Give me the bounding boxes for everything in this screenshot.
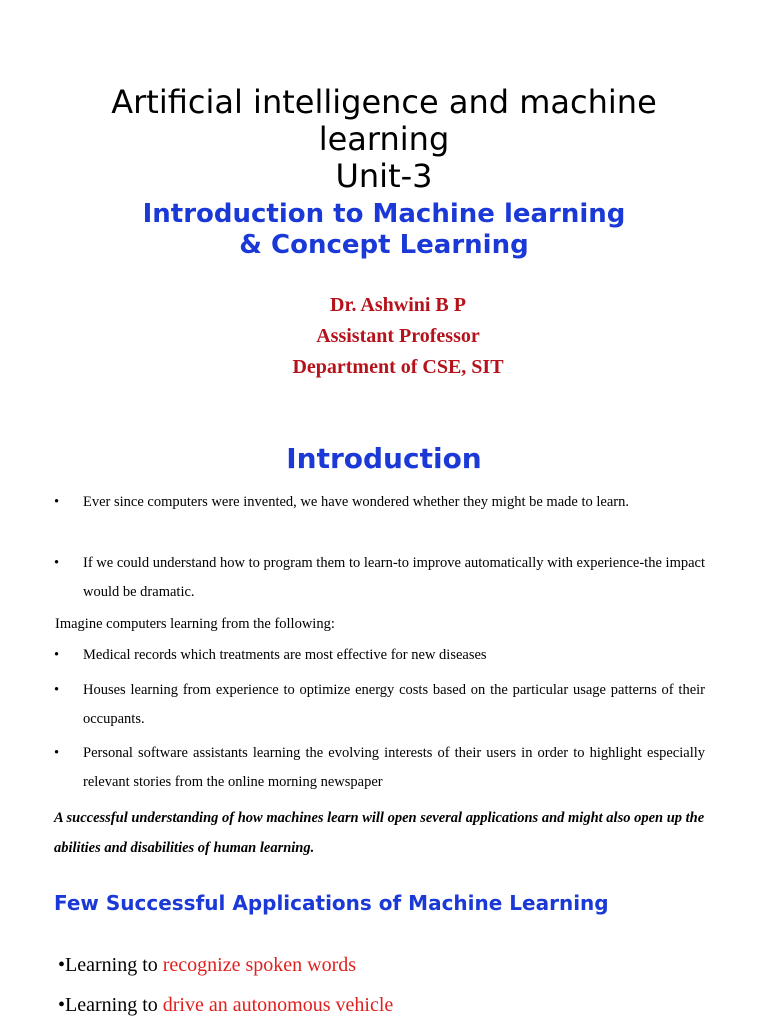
author-position: Assistant Professor [316, 325, 480, 347]
author-name: Dr. Ashwini B P [330, 294, 466, 316]
page-subtitle [0, 199, 768, 261]
application-prefix: Learning to [65, 994, 163, 1016]
bullet-text: Medical records which treatments are most effective for new diseases [83, 647, 487, 663]
introduction-heading: Introduction [286, 442, 482, 475]
list-item [54, 676, 705, 734]
bullet-text: Houses learning from experience to optimize energy costs based on the particular usage patterns of their occupants. [83, 682, 705, 727]
title-line-3: Unit-3 [335, 157, 433, 195]
subtitle-line-1: Introduction to Machine learning [142, 199, 626, 229]
list-item [54, 488, 705, 517]
bullet-symbol: • [54, 555, 60, 571]
list-item [54, 641, 705, 670]
author-department: Department of CSE, SIT [292, 356, 504, 378]
list-item [58, 951, 356, 979]
bullet-symbol: • [54, 745, 60, 761]
bullet-symbol: • [54, 494, 60, 510]
subtitle-line-2: & Concept Learning [239, 230, 529, 260]
application-highlight: recognize spoken words [162, 954, 357, 976]
title-line-2: learning [318, 120, 450, 158]
list-item [54, 739, 705, 797]
bullet-symbol: • [54, 647, 60, 663]
author-info [0, 290, 768, 383]
bullet-text: Personal software assistants learning the evolving interests of their users in order to highlight especially relevant stories from the online morning newspaper [83, 745, 705, 790]
list-item [58, 991, 393, 1019]
conclusion-text: A successful understanding of how machines learn will open several applications and might also open up the abilities and disabilities of human learning. [54, 810, 705, 856]
bullet-symbol: • [58, 954, 66, 976]
bullet-text: Ever since computers were invented, we have wondered whether they might be made to learn. [83, 494, 629, 510]
application-prefix: Learning to [65, 954, 163, 976]
title-line-1: Artificial intelligence and machine [111, 83, 657, 121]
application-highlight: drive an autonomous vehicle [162, 994, 394, 1016]
bullet-symbol: • [54, 682, 60, 698]
applications-heading: Few Successful Applications of Machine Learning [54, 891, 609, 915]
list-item [54, 549, 705, 607]
page-title [0, 84, 768, 195]
imagine-text: Imagine computers learning from the following: [55, 616, 335, 632]
bullet-text: If we could understand how to program them to learn-to improve automatically with experience-the impact would be dramatic. [83, 555, 705, 600]
bullet-symbol: • [58, 994, 66, 1016]
